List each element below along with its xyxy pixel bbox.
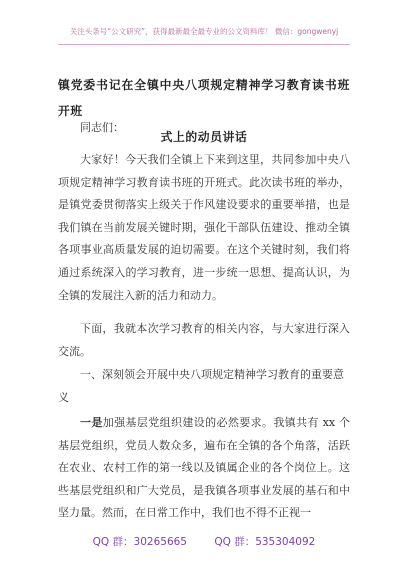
header-divider bbox=[58, 44, 350, 45]
document-title bbox=[58, 72, 350, 150]
paragraph-point-1 bbox=[58, 412, 350, 525]
title-line-1: 镇党委书记在全镇中央八项规定精神学习教育读书班开班 bbox=[58, 78, 350, 118]
paragraph-transition: 下面，我就本次学习教育的相关内容，与大家进行深入交流。 bbox=[58, 322, 350, 358]
paragraph-intro: 大家好！今天我们全镇上下来到这里，共同参加中央八项规定精神学习教育读书班的开班式。此次读书班的举办，是镇党委贯彻落实上级关于作风建设要求的重要举措，也是我们镇在当前发展关键时期，强化干部队伍建设、推动全镇各项事业高质量发展的迫切需要。在这个关键时刻，我们将通过系统深入的学习教育，进一步统一思想、提高认识，为全镇的发展注入新的活力和动力。 bbox=[58, 153, 350, 302]
header-banner: 关注头条号“公文研究”，获得最新最全最专业的公文资料库！ 微信：gongwenyj bbox=[69, 27, 339, 36]
point-lead: 一是 bbox=[80, 416, 103, 429]
footer-contacts bbox=[0, 534, 408, 549]
point-text: 加强基层党组织建设的必然要求。我镇共有 xx 个基层党组织，党员人数众多，遍布在全镇的各个角落，活跃在农业、农村工作的第一线以及镇属企业的各个岗位上。这些基层党组织和广大党员，是我镇各项事业发展的基石和中坚力量。然而，在日常工作中，我们也不得不正视一 bbox=[58, 416, 350, 520]
title-line-2: 式上的动员讲话 bbox=[160, 130, 248, 144]
salutation: 同志们： bbox=[80, 121, 124, 134]
footer-qq-group-2: QQ 群：535304092 bbox=[214, 536, 316, 548]
footer-qq-group-1: QQ 群：30265665 bbox=[92, 536, 187, 548]
section-heading-1: 一、深刻领会开展中央八项规定精神学习教育的重要意义 bbox=[58, 368, 344, 404]
